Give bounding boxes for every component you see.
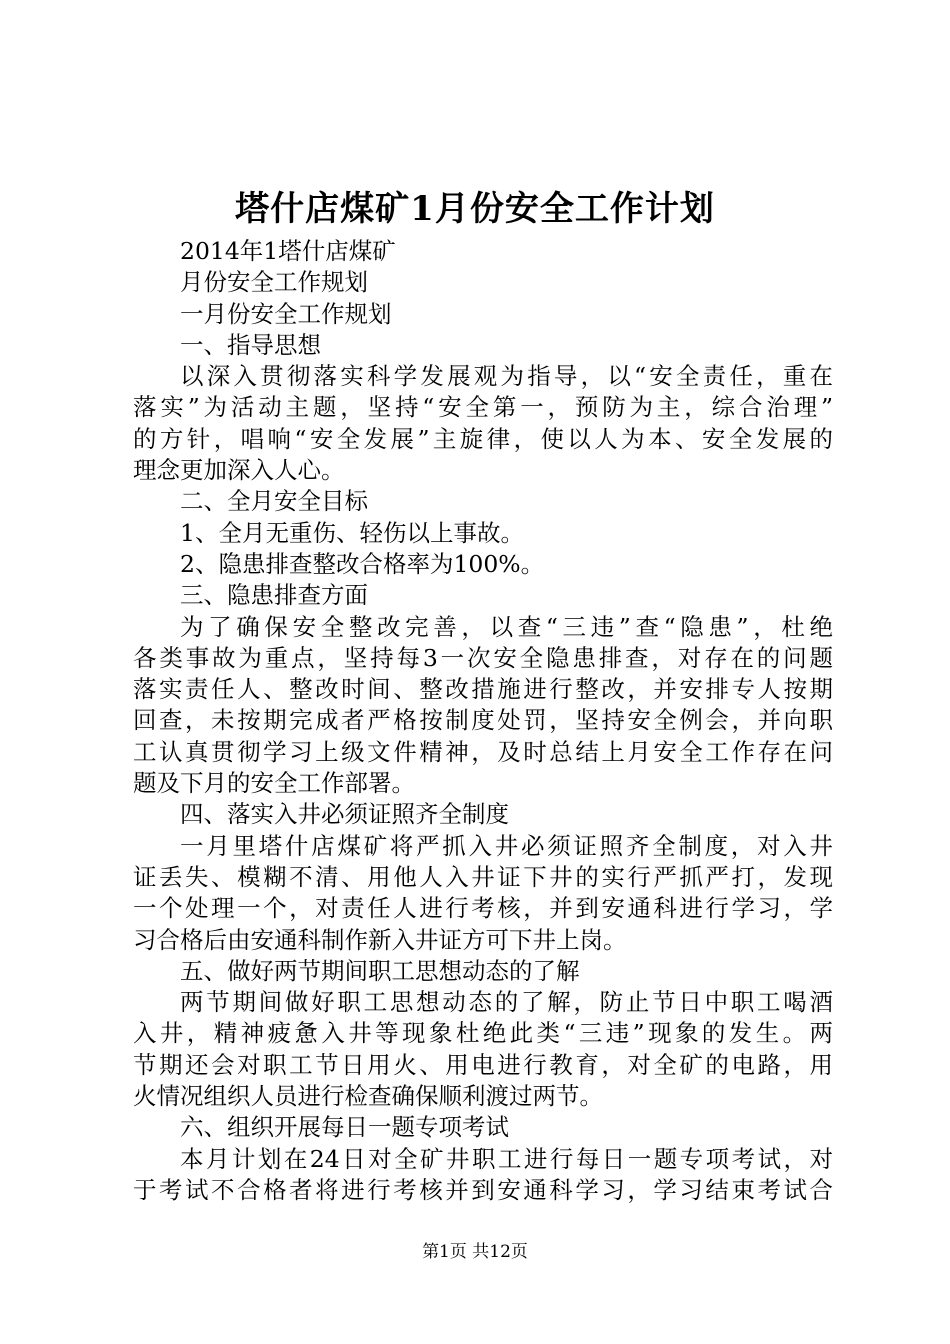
body-line: 二、全月安全目标: [180, 487, 368, 516]
body-line: 落实”为活动主题，坚持“安全第一，预防为主，综合治理”: [133, 393, 833, 422]
body-line: 2014年1塔什店煤矿: [180, 237, 396, 265]
body-line: 四、落实入井必须证照齐全制度: [180, 800, 509, 829]
body-line: 落实责任人、整改时间、整改措施进行整改，并安排专人按期: [133, 675, 833, 704]
body-line: 各类事故为重点，坚持每3一次安全隐患排查，对存在的问题: [133, 643, 833, 672]
body-line: 火情况组织人员进行检查确保顺利渡过两节。: [133, 1082, 603, 1111]
body-line: 六、组织开展每日一题专项考试: [180, 1113, 509, 1142]
body-line: 五、做好两节期间职工思想动态的了解: [180, 956, 580, 985]
body-line: 入井，精神疲惫入井等现象杜绝此类“三违”现象的发生。两: [133, 1019, 833, 1048]
body-line: 一月份安全工作规划: [180, 299, 392, 328]
body-line: 一、指导思想: [180, 330, 321, 359]
body-line: 以深入贯彻落实科学发展观为指导，以“安全责任，重在: [180, 362, 833, 391]
body-line: 理念更加深入人心。: [133, 456, 345, 485]
body-line: 回查，未按期完成者严格按制度处罚，坚持安全例会，并向职: [133, 706, 833, 735]
body-line: 两节期间做好职工思想动态的了解，防止节日中职工喝酒: [180, 988, 833, 1017]
body-line: 月份安全工作规划: [180, 268, 368, 297]
body-line: 一个处理一个，对责任人进行考核，并到安通科进行学习，学: [133, 894, 833, 923]
body-line: 工认真贯彻学习上级文件精神，及时总结上月安全工作存在问: [133, 737, 833, 766]
body-line: 三、隐患排查方面: [180, 581, 368, 610]
document-body: [133, 236, 833, 1206]
body-line: 习合格后由安通科制作新入井证方可下井上岗。: [133, 925, 627, 954]
body-line: 一月里塔什店煤矿将严抓入井必须证照齐全制度，对入井: [180, 831, 833, 860]
body-line: 证丢失、模糊不清、用他人入井证下井的实行严抓严打，发现: [133, 862, 833, 891]
body-line: 于考试不合格者将进行考核并到安通科学习，学习结束考试合: [133, 1175, 833, 1204]
body-line: 题及下月的安全工作部署。: [133, 769, 415, 798]
body-line: 1、全月无重伤、轻伤以上事故。: [180, 518, 524, 547]
page-footer: 第1页 共12页: [422, 1242, 528, 1262]
body-line: 本月计划在24日对全矿井职工进行每日一题专项考试，对: [180, 1144, 833, 1173]
document-title: 塔什店煤矿1月份安全工作计划: [235, 189, 715, 229]
body-line: 节期还会对职工节日用火、用电进行教育，对全矿的电路，用: [133, 1050, 833, 1079]
body-line: 的方针，唱响“安全发展”主旋律，使以人为本、安全发展的: [133, 424, 833, 453]
body-line: 为了确保安全整改完善，以查“三违”查“隐患”，杜绝: [180, 612, 833, 641]
body-line: 2、隐患排查整改合格率为100%。: [180, 549, 545, 578]
